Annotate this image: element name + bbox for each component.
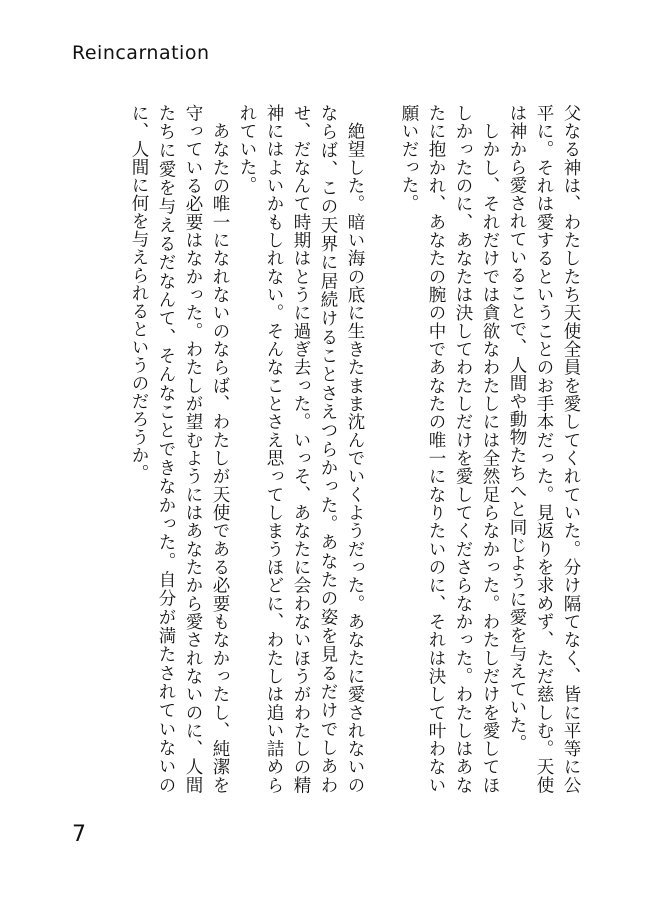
page-number: 7 [72,822,86,847]
paragraph-4: あなたの唯一になれないのならば、わたしが天使である必要もなかったし、純潔を守っている必要はなかった。わたしが望むようにはあなたから愛されないのに、人間たちに愛を与えるだなんて、そんなことできなかった。自分が満たされていないのに、人間に何を与えられるというのだろうか。 [129,104,230,795]
blank-line [368,104,395,794]
paragraph-3: 絶望した。暗い海の底に生きたまま沈んでいくようだった。あなたに愛されないのならば、この天界に居続けることさえつらかった。あなたの姿を見るだけでしあわせ、だなんて時期はとうに過ぎ去った。いっそ、あなたに会わないほうがわたしの精神にはよいかもしれない。そんなことさえ思ってしまうほどに、わたしは追い詰められていた。 [237,104,365,795]
running-title: Reincarnation [72,42,210,64]
paragraph-2: しかし、それだけでは貪欲なわたしには全然足らなかった。わたしだけを愛してほしかったのに、あなたは決してわたしだけを愛してくださらなかった。わたしはあなたに抱かれ、あなたの腕の中であなたの唯一になりたいのに、それは決して叶わない願いだった。 [399,104,500,795]
paragraph-1: 父なる神は、わたしたち天使全員を愛してくれていた。分け隔てなく、皆に平等に公平に。それは愛するということのお手本だった。見返りを求めず、ただ慈しむ。天使は神から愛されていることで、人間や動物たちへと同じように愛を与えていた。 [507,104,581,795]
body-text [125,104,584,794]
